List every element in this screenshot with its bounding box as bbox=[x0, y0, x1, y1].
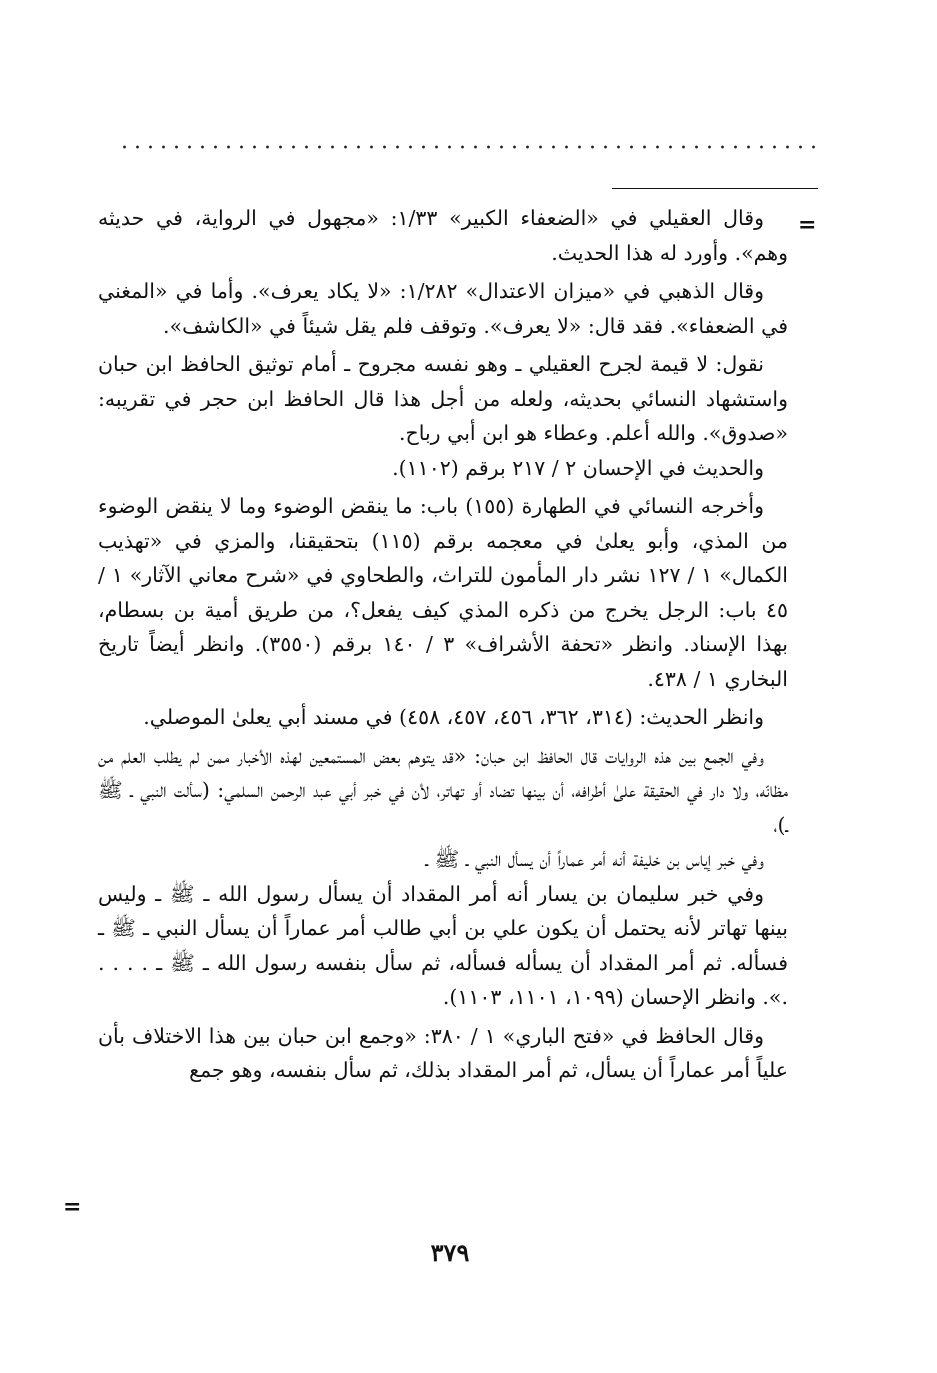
page-number: ٣٧٩ bbox=[430, 1238, 470, 1267]
footnote-paragraph: والحديث في الإحسان ٢ / ٢١٧ برقم (١١٠٢). bbox=[392, 455, 764, 480]
dotted-separator bbox=[118, 143, 818, 151]
continuation-mark-bottom: = bbox=[63, 1194, 82, 1220]
footnote-paragraph: وأخرجه النسائي في الطهارة (١٥٥) باب: ما ينقض الوضوء وما لا ينقض الوضوء من المذي، وأبو يعلىٰ في معجمه برقم (١١٥) بتحقيقنا، والمزي في «تهذيب الكمال» ١ / ١٢٧ نشر دار المأمون للتراث، والطحاوي في «شرح معاني الآثار» ١ / ٤٥ باب: الرجل يخرج من ذكره المذي كيف يفعل؟، من طريق أمية بن بسطام، بهذا الإسناد. وانظر «تحفة الأشراف» ٣ / ١٤٠ برقم (٣٥٥٠). وانظر أيضاً تاريخ البخاري ١ / ٤٣٨. bbox=[98, 494, 788, 691]
footnote-paragraph: نقول: لا قيمة لجرح العقيلي ـ وهو نفسه مجروح ـ أمام توثيق الحافظ ابن حبان واستشهاد النسائي بحديثه، ولعله من أجل هذا قال الحافظ ابن حجر في تقريبه: «صدوق». والله أعلم. وعطاء هو ابن أبي رباح. bbox=[98, 352, 788, 445]
footnote-paragraph: وفي الجمع بين هذه الروايات قال الحافظ ابن حبان: «قد يتوهم بعض المستمعين لهذه الأخبار ممن لم يطلب العلم من مظانّه، ولا دار في الحقيقة علىٰ أطرافه، أن بينها تضاد أو تهاتر، لأن في خبر أبي عبد الرحمن السلمي: (سألت النبي ـ ﷺ ـ)، bbox=[98, 743, 788, 837]
footnote-rule bbox=[612, 188, 818, 189]
footnote-text bbox=[98, 201, 788, 1088]
footnote-paragraph: وقال الذهبي في «ميزان الاعتدال» ١/٢٨٢: «لا يكاد يعرف». وأما في «المغني في الضعفاء». فقد قال: «لا يعرف». وتوقف فلم يقل شيئاً في «الكاشف». bbox=[98, 279, 788, 338]
footnote-paragraph: وفي خبر إياس بن خليفة أنه أمر عماراً أن يسأل النبي ـ ﷺ ـ bbox=[425, 847, 764, 871]
footnote-paragraph: وانظر الحديث: (٣١٤، ٣٦٢، ٤٥٦، ٤٥٧، ٤٥٨) في مسند أبي يعلىٰ الموصلي. bbox=[143, 705, 764, 729]
footnote-paragraph: وقال العقيلي في «الضعفاء الكبير» ١/٣٣: «مجهول في الرواية، في حديثه وهم». وأورد له هذا الحديث. bbox=[98, 206, 788, 265]
footnote-paragraph: وفي خبر سليمان بن يسار أنه أمر المقداد أن يسأل رسول الله ـ ﷺ ـ وليس بينها تهاتر لأنه يحتمل أن يكون علي بن أبي طالب أمر عماراً أن يسأل النبي ـ ﷺ ـ فسأله. ثم أمر المقداد أن يسأله فسأله، ثم سأل بنفسه رسول الله ـ ﷺ ـ . . . . .». وانظر الإحسان (١٠٩٩، ١١٠١، ١١٠٣). bbox=[98, 881, 788, 1009]
footnote-paragraph: وقال الحافظ في «فتح الباري» ١ / ٣٨٠: «وجمع ابن حبان بين هذا الاختلاف بأن علياً أمر عماراً أن يسأل، ثم أمر المقداد بذلك، ثم سأل بنفسه، وهو جمع bbox=[98, 1023, 788, 1082]
continuation-mark-top: = bbox=[798, 212, 817, 238]
